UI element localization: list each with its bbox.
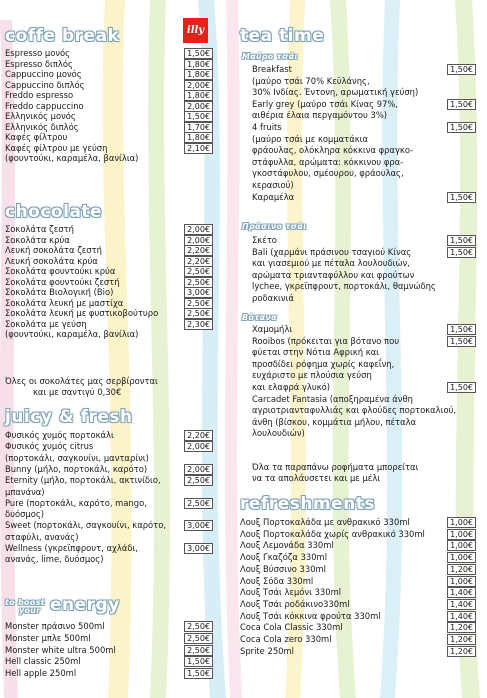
- chocolate-heading: chocolate: [5, 202, 103, 222]
- item-name: Σοκολάτα κρύα: [5, 234, 70, 245]
- item-name: και ελαφρά γλυκό): [252, 382, 331, 392]
- item-price: 2,50€: [184, 621, 213, 632]
- item-name: Ελληνικός διπλός: [5, 121, 79, 132]
- item-name: 4 fruits: [252, 122, 282, 132]
- item-name: φύεται στην Νότια Αφρική και: [252, 347, 380, 358]
- item-name: Λουξ Σόδα 330ml: [240, 575, 314, 586]
- coffee-heading: coffe break: [5, 26, 120, 46]
- energy-subtitle-2: your: [19, 606, 41, 615]
- item-name: Λευκή σοκολάτα κρύα: [5, 255, 98, 266]
- item-name: Σοκολάτα λευκή με μαστίχα: [5, 297, 124, 308]
- item-name: Φυσικός χυμός citrus: [5, 441, 94, 452]
- item-name: Carcadet Fantasia (αποξηραμένα άνθη: [252, 393, 413, 404]
- item-name: Monster μπλε 500ml: [5, 632, 91, 643]
- item-name: Coca Cola Classic 330ml: [240, 622, 343, 633]
- item-price: 1,50€: [447, 192, 476, 203]
- item-name: άνθη (βίσκου, κομμάτια μήλου, πέταλα: [252, 416, 417, 427]
- item-name: Σοκολάτα ζεστή: [5, 224, 74, 234]
- item-price: 1,40€: [447, 599, 476, 610]
- item-name: Σοκολάτα Βιολογική (Bio): [5, 287, 114, 297]
- chocolate-flavor-note: (φουντούκι, καραμέλα, βανίλια): [5, 329, 139, 339]
- item-name: Λουξ Τσάι λεμόνι 330ml: [240, 587, 342, 598]
- item-price: 1,50€: [184, 656, 213, 667]
- item-price: 1,00€: [447, 529, 476, 540]
- item-name: Sweet (πορτοκάλι, σαγκουίνι, καρότο,: [5, 520, 166, 531]
- item-price: 2,20€: [184, 256, 213, 267]
- item-price: 1,00€: [447, 576, 476, 587]
- item-price: 1,20€: [447, 634, 476, 645]
- item-name: (μαύρο τσάι με κομματάκια: [252, 133, 369, 144]
- item-price: 1,80€: [184, 90, 213, 101]
- item-price: 1,50€: [447, 122, 476, 133]
- item-name: αρώματα τριανταφύλλου και φρούτων: [252, 269, 415, 280]
- refreshments-heading: refreshments: [240, 494, 376, 514]
- item-name: Λουξ Πορτοκαλάδα με ανθρακικό 330ml: [240, 517, 410, 527]
- black-tea-subheading: Μαύρο τσάι: [242, 52, 298, 61]
- item-price: 3,00€: [184, 543, 213, 554]
- item-price: 1,80€: [184, 69, 213, 80]
- item-price: 2,50€: [184, 277, 213, 288]
- item-name: προσδίδει ρόφημα χωρίς καφεΐνη,: [252, 358, 395, 369]
- item-name: ευχάριστο με πλούσια γεύση: [252, 370, 372, 381]
- item-name: Σοκολάτα με γεύση: [5, 318, 87, 329]
- tea-note-1: Όλα τα παραπάνω ροφήματα μπορείται: [252, 462, 419, 472]
- item-name: (πορτοκάλι, σαγκουίνι, μανταρίνι): [5, 452, 149, 463]
- item-name: Eternity (μήλο, πορτοκάλι, ακτινίδιο,: [5, 475, 161, 486]
- item-price: 1,50€: [447, 235, 476, 246]
- item-name: Sprite 250ml: [240, 645, 294, 656]
- item-name: Σοκολάτα φουντούκι ζεστή: [5, 276, 120, 287]
- item-price: 2,00€: [184, 441, 213, 452]
- item-name: Λουξ Πορτοκαλάδα χωρίς ανθρακικό 330ml: [240, 528, 425, 539]
- item-name: Rooibos (πρόκειται για βότανο που: [252, 335, 400, 346]
- item-name: Σκέτο: [252, 235, 277, 245]
- item-name: Espresso διπλός: [5, 58, 73, 69]
- item-name: 30% Ινδίας. Έντονη, αρωματική γεύση): [252, 87, 419, 98]
- item-price: 1,50€: [184, 668, 213, 679]
- item-name: μπανάνα): [5, 486, 45, 497]
- item-price: 2,00€: [184, 235, 213, 246]
- item-price: 2,00€: [184, 80, 213, 91]
- item-name: Breakfast: [252, 64, 292, 74]
- item-price: 1,40€: [447, 611, 476, 622]
- item-name: αιθέρια έλαια περγαμόντου 3%): [252, 110, 388, 121]
- item-name: Λευκή σοκολάτα ζεστή: [5, 245, 102, 255]
- tea-note-2: να τα απολάυσετει και με μέλι: [252, 473, 381, 483]
- item-name: Σοκολάτα φουντούκι κρύα: [5, 266, 116, 276]
- item-price: 1,50€: [184, 48, 213, 59]
- item-price: 1,50€: [184, 111, 213, 122]
- item-name: Χαμομήλι: [252, 324, 293, 334]
- chocolate-footer-2: και με σαντιγύ 0,30€: [33, 387, 122, 397]
- item-price: 3,00€: [184, 287, 213, 298]
- item-price: 1,50€: [447, 324, 476, 335]
- item-name: Ελληνικός μονός: [5, 111, 76, 121]
- item-name: Λουξ Γκαζόζα 330ml: [240, 552, 328, 563]
- item-name: λουλουδιών): [252, 428, 305, 439]
- chocolate-footer-1: Όλες οι σοκολάτες μας σερβίρονται: [5, 376, 158, 386]
- item-name: κερασιού): [252, 180, 294, 190]
- item-name: Καραμέλα: [252, 191, 295, 202]
- item-name: Bali (χαρμάνι πράσινου τσαγιού Κίνας: [252, 246, 412, 257]
- item-price: 2,50€: [184, 498, 213, 509]
- item-price: 1,50€: [447, 64, 476, 75]
- item-price: 1,40€: [447, 587, 476, 598]
- item-name: Pure (πορτοκάλι, καρότο, mango,: [5, 497, 147, 508]
- herbs-subheading: Βότανα: [242, 313, 277, 322]
- item-price: 2,20€: [184, 245, 213, 256]
- item-name: αγριοτριανταφυλλιάς και φλούδες πορτοκαλιού,: [252, 405, 457, 416]
- item-name: Σοκολάτα λευκή με φυστικοβούτυρο: [5, 308, 159, 318]
- item-price: 3,00€: [184, 520, 213, 531]
- item-price: 2,30€: [184, 319, 213, 330]
- item-name: Λουξ Λεμονάδα 330ml: [240, 540, 334, 551]
- item-name: και γιασεμιού με πέταλα λουλουδιών,: [252, 258, 410, 269]
- item-price: 1,80€: [184, 132, 213, 143]
- item-name: Hell apple 250ml: [5, 668, 77, 679]
- item-name: Cappuccino μονός: [5, 69, 82, 79]
- item-price: 1,50€: [447, 382, 476, 393]
- item-name: Espresso μονός: [5, 48, 71, 58]
- item-price: 2,10€: [184, 143, 213, 154]
- item-name: φράουλας, ολόκληρα κόκκινα φραγκο-: [252, 145, 413, 156]
- item-price: 2,50€: [184, 308, 213, 319]
- item-price: 2,50€: [184, 633, 213, 644]
- energy-subtitle-1: to boost: [5, 598, 45, 607]
- item-name: Cappuccino διπλός: [5, 79, 85, 90]
- item-name: Freddo espresso: [5, 90, 74, 100]
- item-name: Φυσικός χυμός πορτοκάλι: [5, 430, 114, 440]
- item-price: 1,00€: [447, 517, 476, 528]
- item-price: 2,50€: [184, 475, 213, 486]
- item-price: 1,70€: [184, 122, 213, 133]
- item-name: Coca Cola zero 330ml: [240, 634, 332, 644]
- energy-heading: energy: [50, 595, 120, 615]
- item-name: Monster white ultra 500ml: [5, 644, 116, 655]
- item-price: 2,00€: [184, 101, 213, 112]
- item-name: lychee, γκρεϊπφρουτ, πορτοκάλι, θαμνώδης: [252, 281, 436, 292]
- item-price: 1,20€: [447, 622, 476, 633]
- item-price: 1,50€: [447, 336, 476, 347]
- item-price: 1,20€: [447, 564, 476, 575]
- green-tea-subheading: Πράσινο τσάι: [242, 222, 307, 231]
- illy-logo: illy: [183, 18, 208, 43]
- item-name: δυόσμος): [5, 509, 45, 520]
- item-price: 1,50€: [447, 99, 476, 110]
- item-name: στάφυλλα, αρώματα: κόκκινου φρα-: [252, 156, 404, 167]
- item-name: Καφές φίλτρου με γεύση: [5, 142, 108, 153]
- item-price: 2,50€: [184, 645, 213, 656]
- item-name: Hell classic 250ml: [5, 656, 81, 667]
- item-name: Λουξ Τσάι ροδάκινο330ml: [240, 598, 350, 609]
- item-price: 1,20€: [447, 646, 476, 657]
- tea-heading: tea time: [240, 26, 325, 46]
- item-price: 2,50€: [184, 266, 213, 277]
- juicy-heading: juicy & fresh: [5, 407, 133, 427]
- item-name: γκοστάφυλου, σμέουρου, φράουλας,: [252, 168, 404, 179]
- item-price: 2,00€: [184, 224, 213, 235]
- item-price: 1,00€: [447, 540, 476, 551]
- item-price: 1,80€: [184, 59, 213, 70]
- coffee-flavor-note: (φουντούκι, καραμέλα, βανίλια): [5, 153, 139, 163]
- item-price: 2,20€: [184, 430, 213, 441]
- item-name: σταφύλι, ανανάς): [5, 531, 79, 542]
- item-name: Wellness (γκρεϊπφρουτ, αχλάδι,: [5, 543, 138, 553]
- item-name: Bunny (μήλο, πορτοκάλι, καρότο): [5, 463, 148, 474]
- item-name: (μαύρο τσάι 70% Κεϋλάνης,: [252, 75, 370, 86]
- item-price: 2,50€: [184, 298, 213, 309]
- item-name: Monster πράσινο 500ml: [5, 621, 105, 631]
- item-name: Καφές φίλτρου: [5, 132, 68, 142]
- item-price: 1,50€: [447, 247, 476, 258]
- item-price: 1,00€: [447, 552, 476, 563]
- item-name: Λουξ Βύσσινο 330ml: [240, 563, 327, 574]
- item-name: ροδακινιά: [252, 293, 294, 303]
- item-name: Freddo cappuccino: [5, 100, 84, 111]
- item-price: 2,00€: [184, 464, 213, 475]
- item-name: ανανάς, lime, δυόσμος): [5, 554, 104, 565]
- item-name: Λουξ Τσάι κόκκινα φρούτα 330ml: [240, 610, 381, 621]
- item-name: Early grey (μαύρο τσάι Κίνας 97%,: [252, 98, 398, 109]
